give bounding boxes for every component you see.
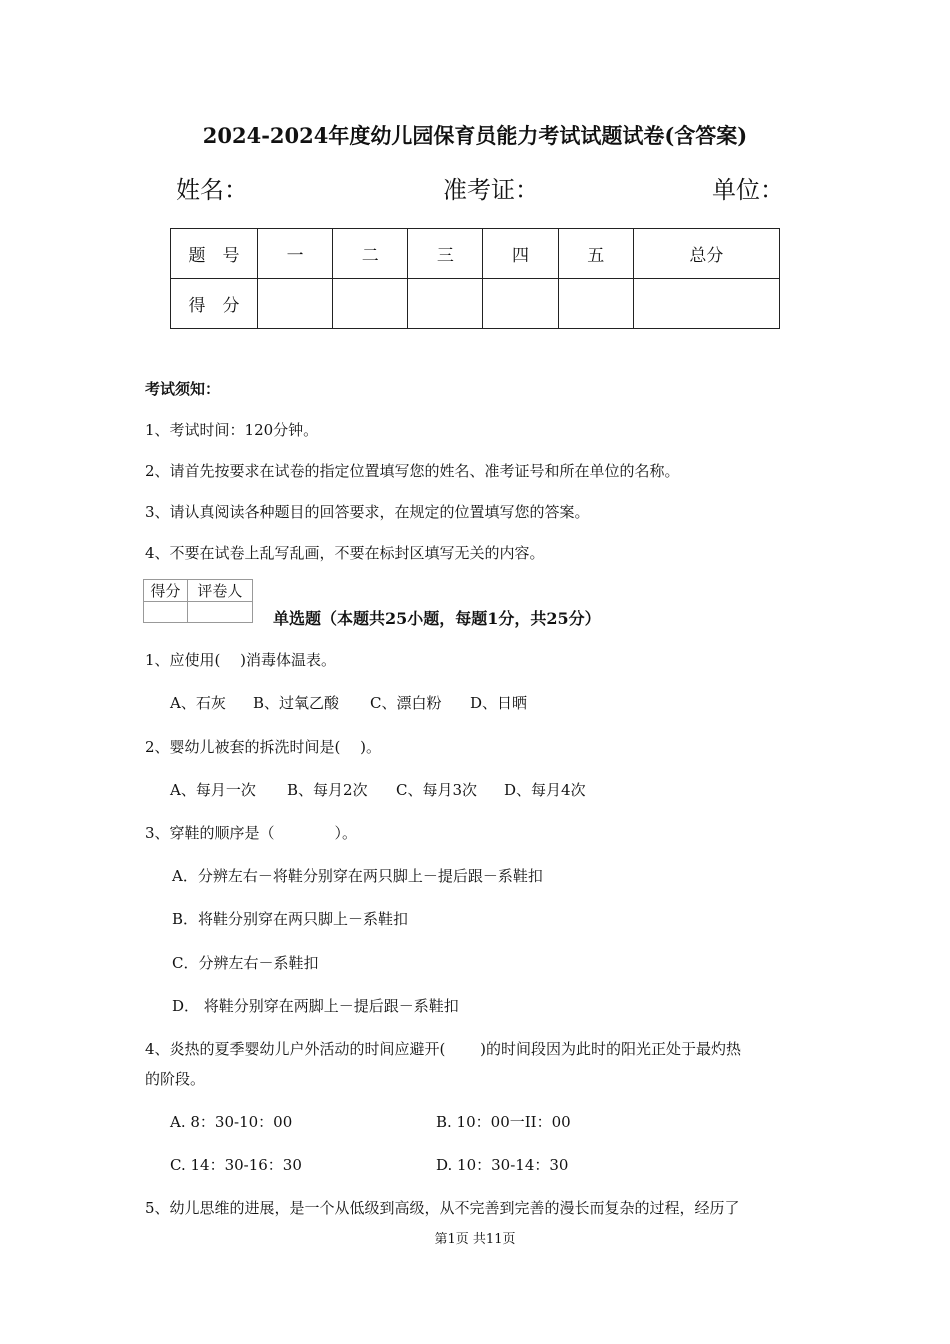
grader-score-cell[interactable]	[144, 602, 188, 623]
question-1-option-a: A、石灰	[170, 694, 226, 712]
score-table-score-row	[171, 279, 780, 329]
question-4-option-c: C. 14：30-16：30	[170, 1156, 302, 1174]
score-table-cell: 一	[258, 229, 333, 279]
question-4-option-b: B. 10：00一II：00	[436, 1113, 571, 1131]
question-3-option-b: B．将鞋分别穿在两只脚上－系鞋扣	[172, 910, 409, 928]
grader-reviewer-label: 评卷人	[187, 580, 252, 602]
exam-id-field-label: 准考证：	[443, 176, 539, 204]
question-2-option-b: B、每月2次	[287, 781, 368, 799]
grader-table	[143, 579, 253, 623]
score-input-cell[interactable]	[483, 279, 558, 329]
score-table-cell: 题 号	[171, 229, 258, 279]
question-1-option-b: B、过氧乙酸	[253, 694, 340, 712]
score-input-cell[interactable]	[333, 279, 408, 329]
note-item: 4、不要在试卷上乱写乱画，不要在标封区填写无关的内容。	[145, 544, 545, 562]
score-input-cell[interactable]	[558, 279, 633, 329]
question-1-option-d: D、日晒	[470, 694, 528, 712]
question-2-option-a: A、每月一次	[170, 781, 256, 799]
score-table-cell: 得 分	[171, 279, 258, 329]
notes-heading: 考试须知：	[145, 380, 221, 398]
score-table-cell: 四	[483, 229, 558, 279]
question-2-stem: 2、婴幼儿被套的拆洗时间是( )。	[145, 738, 382, 756]
question-1-stem: 1、应使用( )消毒体温表。	[145, 651, 337, 669]
grader-reviewer-cell[interactable]	[187, 602, 252, 623]
question-5-stem: 5、幼儿思维的进展，是一个从低级到高级，从不完善到完善的漫长而复杂的过程，经历了	[145, 1199, 740, 1217]
question-4-stem-continued: 的阶段。	[145, 1070, 206, 1088]
question-3-option-a: A．分辨左右－将鞋分别穿在两只脚上－提后跟－系鞋扣	[172, 867, 543, 885]
page-title: 2024-2024年度幼儿园保育员能力考试试题试卷(含答案)	[202, 123, 748, 148]
section-title: 单选题（本题共25小题，每题1分，共25分）	[273, 609, 601, 628]
question-3-option-c: C．分辨左右－系鞋扣	[172, 954, 319, 972]
question-2-option-c: C、每月3次	[396, 781, 478, 799]
score-table-cell: 三	[408, 229, 483, 279]
score-table-cell: 二	[333, 229, 408, 279]
question-3-stem: 3、穿鞋的顺序是（ ）。	[145, 824, 358, 842]
question-4-option-a: A. 8：30-10：00	[170, 1113, 293, 1131]
question-3-option-d: D． 将鞋分别穿在两脚上－提后跟－系鞋扣	[172, 997, 459, 1015]
score-input-cell[interactable]	[633, 279, 779, 329]
score-table-cell: 总分	[633, 229, 779, 279]
page-footer: 第1页 共11页	[434, 1232, 516, 1247]
score-input-cell[interactable]	[258, 279, 333, 329]
score-table	[170, 228, 780, 329]
grader-score-label: 得分	[144, 580, 188, 602]
note-item: 3、请认真阅读各种题目的回答要求，在规定的位置填写您的答案。	[145, 503, 590, 521]
unit-field-label: 单位：	[712, 176, 784, 204]
score-table-header-row	[171, 229, 780, 279]
score-table-cell: 五	[558, 229, 633, 279]
note-item: 1、考试时间：120分钟。	[145, 421, 319, 439]
question-4-stem: 4、炎热的夏季婴幼儿户外活动的时间应避开( )的时间段因为此时的阳光正处于最灼热	[145, 1040, 742, 1058]
question-1-option-c: C、漂白粉	[370, 694, 442, 712]
score-input-cell[interactable]	[408, 279, 483, 329]
note-item: 2、请首先按要求在试卷的指定位置填写您的姓名、准考证号和所在单位的名称。	[145, 462, 680, 480]
name-field-label: 姓名：	[176, 176, 248, 204]
question-2-option-d: D、每月4次	[504, 781, 586, 799]
question-4-option-d: D. 10：30-14：30	[436, 1156, 569, 1174]
